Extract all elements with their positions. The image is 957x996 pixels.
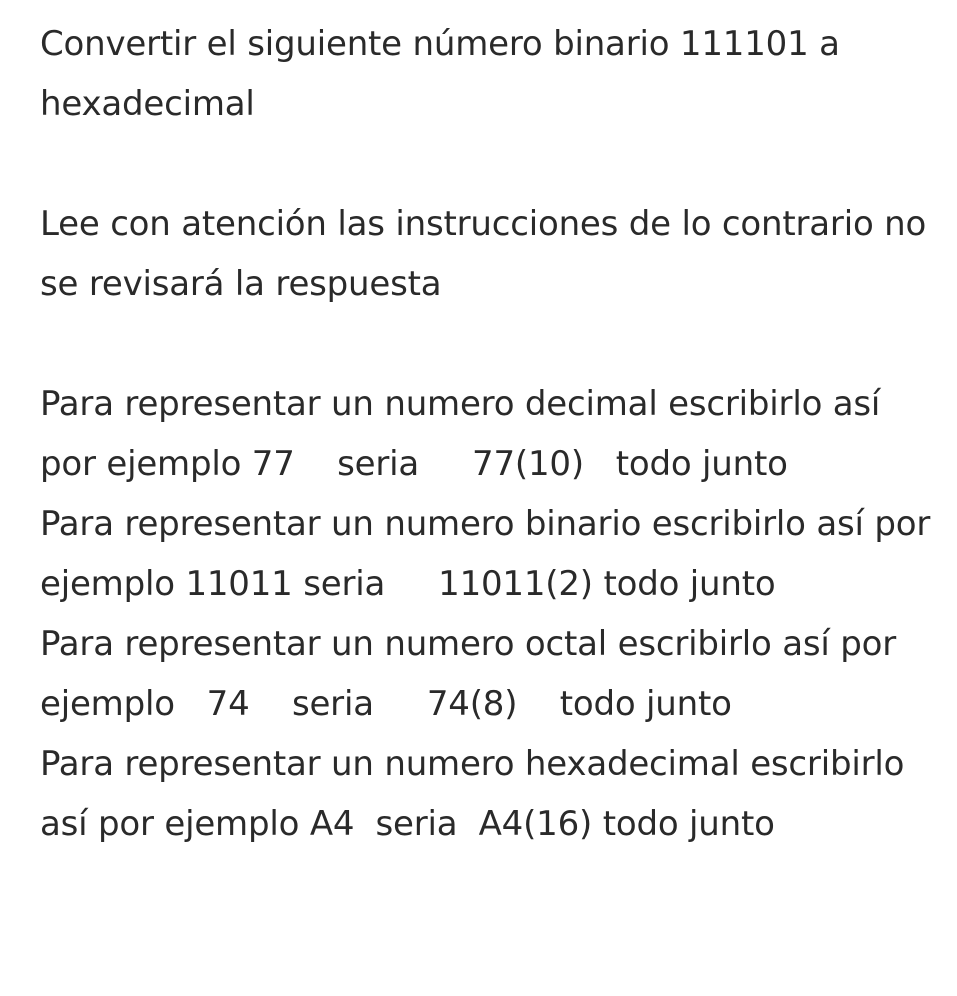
instruction-octal: Para representar un numero octal escribirlo así por ejemplo 74 seria 74(8) todo junto (40, 624, 907, 724)
instruction-decimal: Para representar un numero decimal escribirlo así por ejemplo 77 seria 77(10) todo junto (40, 384, 891, 484)
question-text-block (40, 14, 940, 854)
spacer (40, 314, 940, 374)
question-title: Convertir el siguiente número binario 111101 a hexadecimal (40, 24, 851, 124)
warning-text: Lee con atención las instrucciones de lo contrario no se revisará la respuesta (40, 204, 937, 304)
spacer (40, 134, 940, 194)
instruction-hexadecimal: Para representar un numero hexadecimal escribirlo así por ejemplo A4 seria A4(16) todo junto (40, 744, 915, 844)
instruction-binary: Para representar un numero binario escribirlo así por ejemplo 11011 seria 11011(2) todo junto (40, 504, 941, 604)
